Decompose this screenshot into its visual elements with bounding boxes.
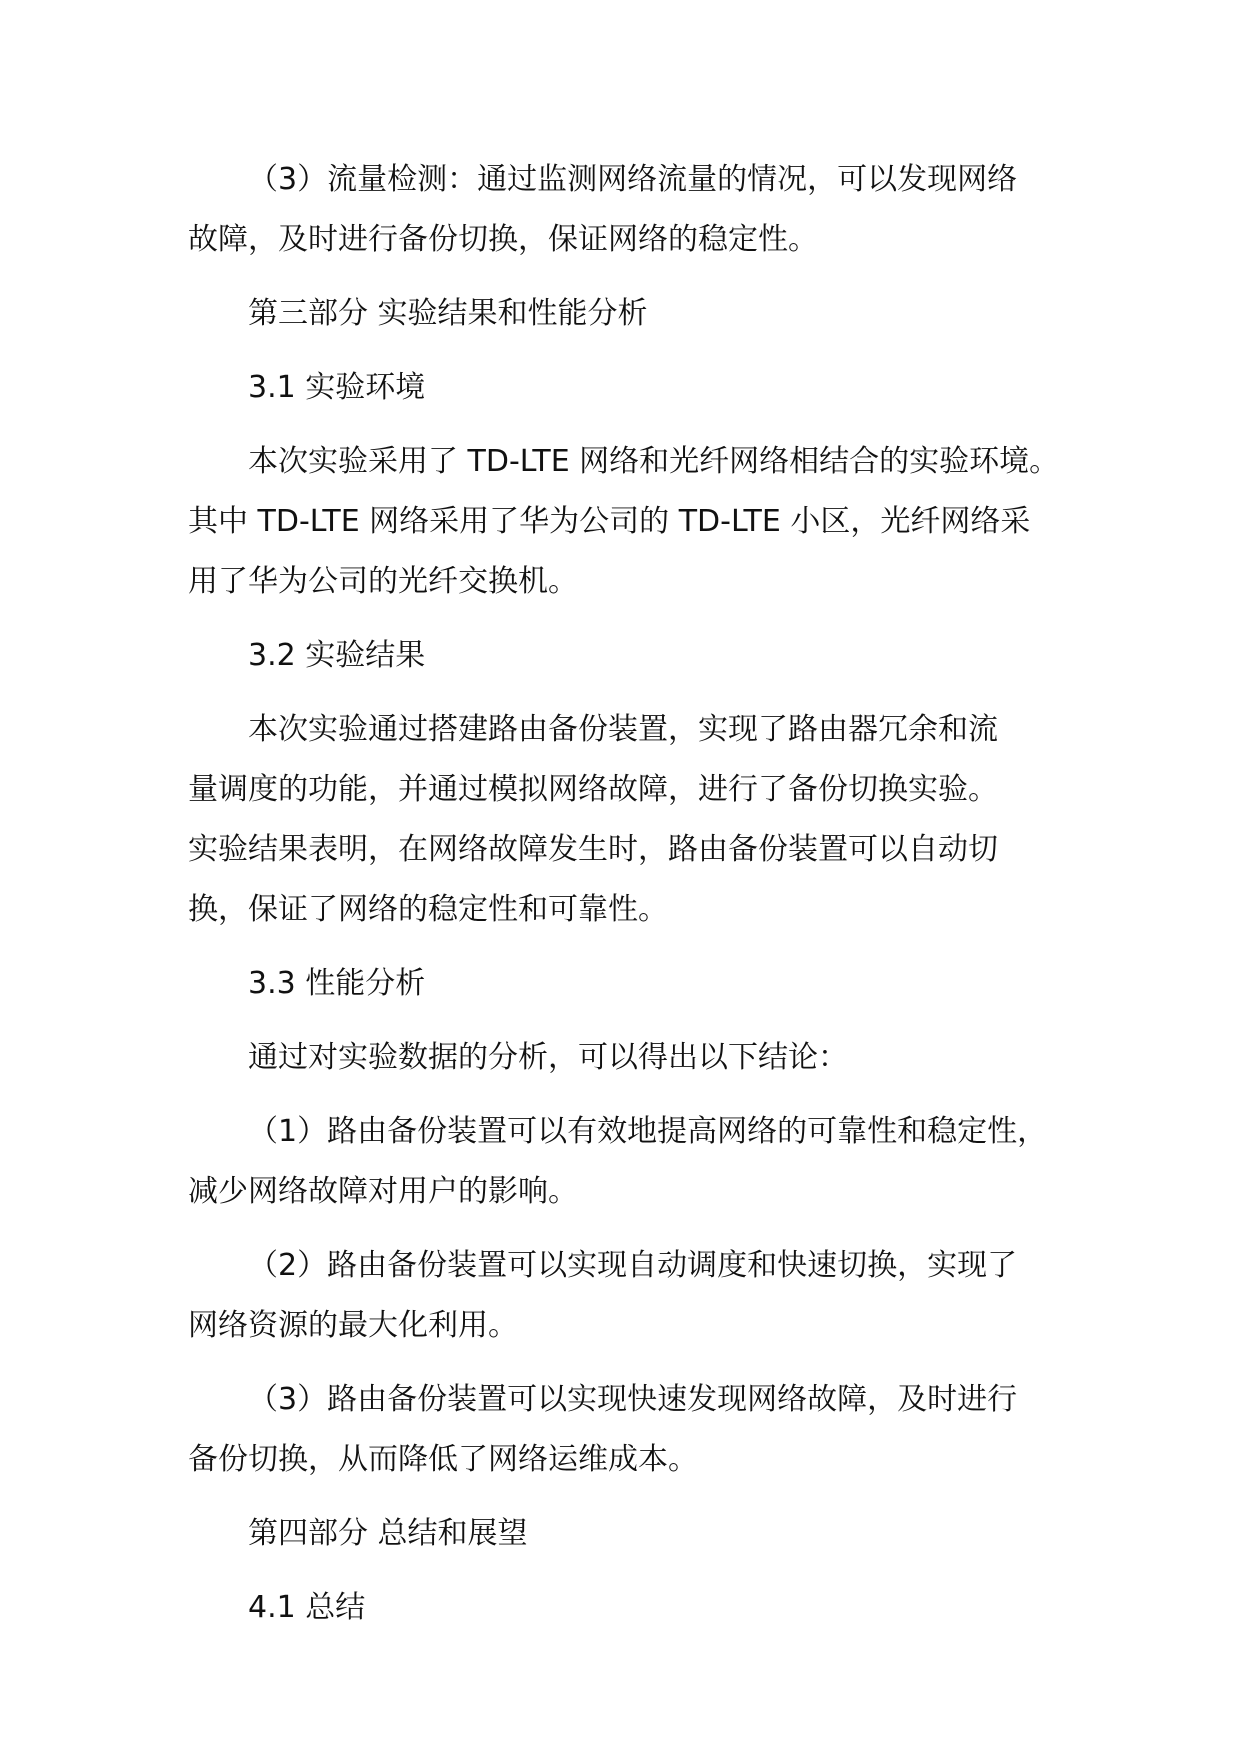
paragraph-experiment-environment: [188, 432, 1088, 612]
conclusion-item-1: [188, 1102, 1088, 1222]
paragraph-traffic-detection: [188, 150, 1088, 270]
text-line: 量调度的功能，并通过模拟网络故障，进行了备份切换实验。: [188, 772, 998, 807]
text-line: （1）路由备份装置可以有效地提高网络的可靠性和稳定性，: [248, 1114, 1048, 1149]
text-line: 通过对实验数据的分析，可以得出以下结论：: [248, 1040, 848, 1075]
text-line: （3）流量检测：通过监测网络流量的情况，可以发现网络: [248, 162, 1018, 197]
paragraph-analysis-intro: [188, 1028, 1088, 1088]
text-line: 换，保证了网络的稳定性和可靠性。: [188, 892, 668, 927]
heading-text: 4.1 总结: [248, 1590, 366, 1625]
paragraph-experiment-results: [188, 700, 1088, 940]
text-line: 网络资源的最大化利用。: [188, 1308, 518, 1343]
heading-text: 3.2 实验结果: [248, 638, 426, 673]
document-body: [188, 150, 1088, 1638]
section-heading-part-four: [188, 1504, 1088, 1564]
subsection-heading-3-2: [188, 626, 1088, 686]
text-line: 用了华为公司的光纤交换机。: [188, 564, 578, 599]
conclusion-item-2: [188, 1236, 1088, 1356]
text-line: 备份切换，从而降低了网络运维成本。: [188, 1442, 698, 1477]
heading-text: 3.3 性能分析: [248, 966, 426, 1001]
text-line: 减少网络故障对用户的影响。: [188, 1174, 578, 1209]
subsection-heading-3-3: [188, 954, 1088, 1014]
text-line: （2）路由备份装置可以实现自动调度和快速切换，实现了: [248, 1248, 1018, 1283]
text-line: 本次实验通过搭建路由备份装置，实现了路由器冗余和流: [248, 712, 998, 747]
section-heading-part-three: [188, 284, 1088, 344]
text-line: 实验结果表明，在网络故障发生时，路由备份装置可以自动切: [188, 832, 998, 867]
text-line: 故障，及时进行备份切换，保证网络的稳定性。: [188, 222, 818, 257]
heading-text: 第四部分 总结和展望: [248, 1516, 528, 1551]
text-line: 本次实验采用了 TD-LTE 网络和光纤网络相结合的实验环境。: [248, 444, 1060, 479]
heading-text: 3.1 实验环境: [248, 370, 426, 405]
conclusion-item-3: [188, 1370, 1088, 1490]
text-line: （3）路由备份装置可以实现快速发现网络故障，及时进行: [248, 1382, 1018, 1417]
heading-text: 第三部分 实验结果和性能分析: [248, 296, 648, 331]
subsection-heading-3-1: [188, 358, 1088, 418]
subsection-heading-4-1: [188, 1578, 1088, 1638]
text-line: 其中 TD-LTE 网络采用了华为公司的 TD-LTE 小区，光纤网络采: [188, 504, 1031, 539]
